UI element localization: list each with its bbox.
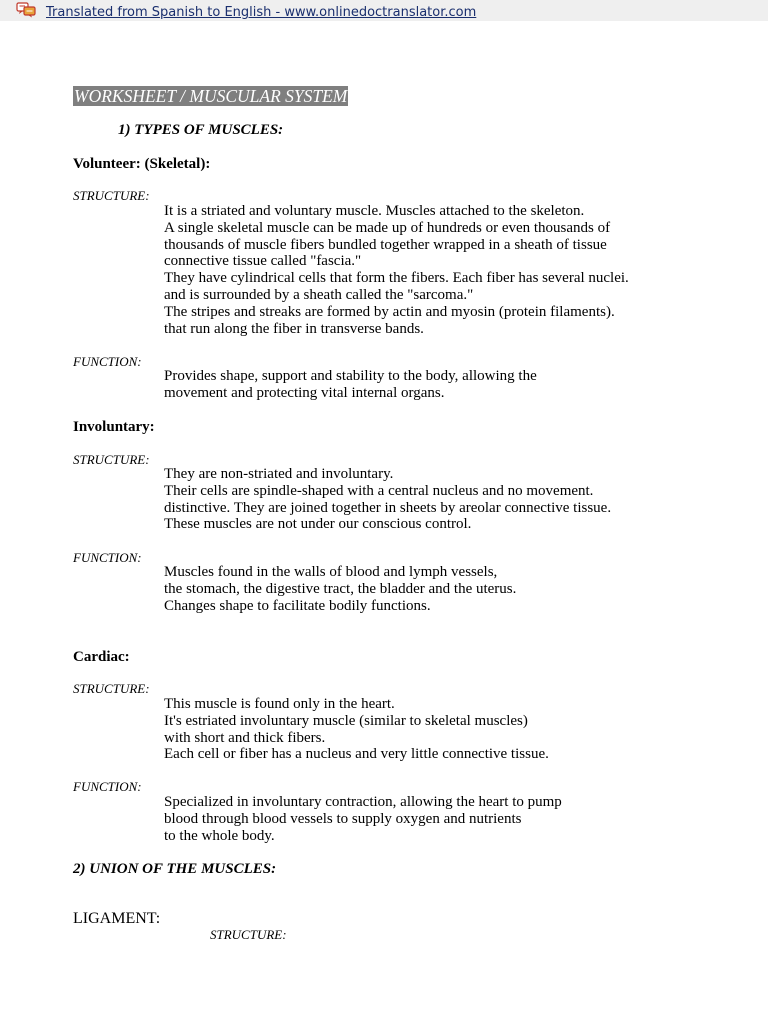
text-line: Specialized in involuntary contraction, allowing the heart to pump [164, 794, 562, 810]
text-line: Provides shape, support and stability to the body, allowing the [164, 368, 537, 384]
text-line: with short and thick fibers. [164, 729, 326, 746]
text-line: and is surrounded by a sheath called the "sarcoma." [164, 286, 474, 303]
skeletal-function-label: FUNCTION: [73, 354, 142, 369]
skeletal-heading: Volunteer: (Skeletal): [73, 156, 211, 172]
translation-banner [0, 0, 768, 21]
skeletal-function-text [164, 368, 537, 402]
cardiac-structure-label: STRUCTURE: [73, 681, 150, 696]
text-line: that run along the fiber in transverse bands. [164, 320, 424, 337]
text-line: the stomach, the digestive tract, the bladder and the uterus. [164, 580, 517, 597]
cardiac-function-label: FUNCTION: [73, 779, 142, 794]
page-title: WORKSHEET / MUSCULAR SYSTEM [74, 86, 348, 106]
involuntary-heading: Involuntary: [73, 419, 155, 435]
cardiac-heading: Cardiac: [73, 649, 130, 665]
text-line: It is a striated and voluntary muscle. Muscles attached to the skeleton. [164, 203, 585, 219]
translate-icon [16, 2, 36, 23]
text-line: The stripes and streaks are formed by actin and myosin (protein filaments). [164, 303, 615, 320]
cardiac-structure-text [164, 696, 549, 763]
text-line: distinctive. They are joined together in sheets by areolar connective tissue. [164, 499, 612, 516]
text-line: Each cell or fiber has a nucleus and very little connective tissue. [164, 746, 549, 763]
text-line: This muscle is found only in the heart. [164, 696, 395, 712]
cardiac-function-text [164, 794, 562, 844]
ligament-structure-label: STRUCTURE: [210, 927, 287, 942]
text-line: connective tissue called "fascia." [164, 253, 362, 270]
text-line: Muscles found in the walls of blood and lymph vessels, [164, 564, 498, 580]
text-line: These muscles are not under our conscious control. [164, 516, 472, 533]
text-line: Their cells are spindle-shaped with a central nucleus and no movement. [164, 482, 594, 499]
text-line: blood through blood vessels to supply oxygen and nutrients [164, 810, 522, 827]
text-line: A single skeletal muscle can be made up of hundreds or even thousands of [164, 219, 611, 236]
section-heading-types: 1) TYPES OF MUSCLES: [118, 122, 284, 138]
skeletal-structure-label: STRUCTURE: [73, 188, 150, 203]
text-line: to the whole body. [164, 827, 275, 844]
involuntary-structure-text [164, 466, 611, 533]
text-line: They are non-striated and involuntary. [164, 466, 394, 482]
involuntary-structure-label: STRUCTURE: [73, 452, 150, 467]
text-line: movement and protecting vital internal organs. [164, 384, 445, 401]
text-line: They have cylindrical cells that form the fibers. Each fiber has several nuclei. [164, 270, 629, 287]
text-line: It's estriated involuntary muscle (similar to skeletal muscles) [164, 712, 528, 729]
skeletal-structure-text [164, 203, 629, 337]
ligament-heading: LIGAMENT: [73, 910, 161, 927]
section-heading-union: 2) UNION OF THE MUSCLES: [73, 861, 277, 877]
involuntary-function-label: FUNCTION: [73, 550, 142, 565]
text-line: thousands of muscle fibers bundled together wrapped in a sheath of tissue [164, 236, 607, 253]
translator-link[interactable]: Translated from Spanish to English - www.onlinedoctranslator.com [46, 5, 477, 20]
involuntary-function-text [164, 564, 516, 614]
text-line: Changes shape to facilitate bodily functions. [164, 597, 431, 614]
